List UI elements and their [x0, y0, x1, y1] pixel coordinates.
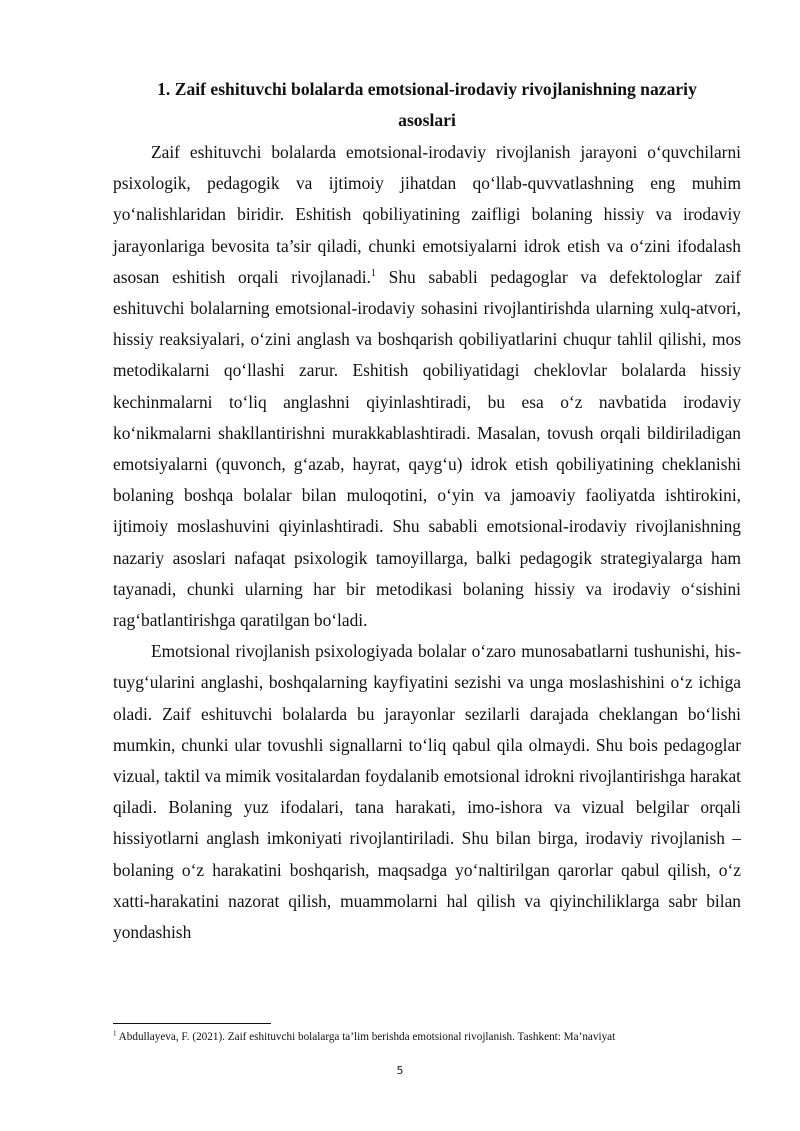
page-number: 5 [396, 1064, 404, 1077]
paragraph-1-text-b: Shu sababli pedagoglar va defektologlar zaif eshituvchi bolalarning emotsional-irodaviy sohasini rivojlantirishda ularning xulq-atvori, hissiy reaksiyalari, o‘zini anglash va boshqarish qobiliyatlarini chuqur tahlil qilishi, mos metodikalarni qo‘llashi zarur. Eshitish qobiliyatidagi cheklovlar bolalarda hissiy kechinmalarni to‘liq anglashni qiyinlashtiradi, bu esa o‘z navbatida irodaviy ko‘nikmalarni shakllantirishni murakkablashtiradi. Masalan, tovush orqali bildiriladigan emotsiyalarni (quvonch, g‘azab, hayrat, qayg‘u) idrok etish qobiliyatining cheklanishi bolaning boshqa bolalar bilan muloqotini, o‘yin va jamoaviy faoliyatda ishtirokini, ijtimoiy moslashuvini qiyinlashtiradi. Shu sababli emotsional-irodaviy rivojlanishning nazariy asoslari nafaqat psixologik tamoyillarga, balki pedagogik strategiyalarga ham tayanadi, chunki ularning har bir metodikasi bolaning hissiy va irodaviy o‘sishini rag‘batlantirishga qaratilgan bo‘ladi. [113, 266, 741, 631]
footnote-marker: 1 [113, 1029, 117, 1038]
footnote-reference[interactable]: 1 [370, 268, 376, 280]
footnote [113, 1030, 753, 1045]
footnote-separator [113, 1023, 271, 1024]
footnote-text: Abdullayeva, F. (2021). Zaif eshituvchi bolalarga ta’lim berishda emotsional rivojlanish. Tashkent: Ma’naviyat [116, 1031, 616, 1043]
paragraph-2: Emotsional rivojlanish psixologiyada bolalar o‘zaro munosabatlarni tushunishi, his-tuyg‘ularini anglashi, boshqalarning kayfiyatini sezishi va unga moslashishini o‘z ichiga oladi. Zaif eshituvchi bolalarda bu jarayonlar sezilarli darajada cheklangan bo‘lishi mumkin, chunki ular tovushli signallarni to‘liq qabul qila olmaydi. Shu bois pedagoglar vizual, taktil va mimik vositalardan foydalanib emotsional idrokni rivojlantirishga harakat qiladi. Bolaning yuz ifodalari, tana harakati, imo-ishora va vizual belgilar orqali hissiyotlarni anglash imkoniyati rivojlantiriladi. Shu bilan birga, irodaviy rivojlanish – bolaning o‘z harakatini boshqarish, maqsadga yo‘naltirilgan qarorlar qabul qilish, o‘z xatti-harakatini nazorat qilish, muammolarni hal qilish va qiyinchiliklarga sabr bilan yondashish [113, 641, 741, 943]
section-title [113, 74, 741, 136]
body-text [113, 137, 741, 948]
section-title-line-2: asoslari [398, 110, 456, 130]
section-title-line-1: 1. Zaif eshituvchi bolalarda emotsional-irodaviy rivojlanishning nazariy [157, 79, 697, 99]
paragraph-1-text-a: Zaif eshituvchi bolalarda emotsional-irodaviy rivojlanish jarayoni o‘quvchilarni psixologik, pedagogik va ijtimoiy jihatdan qo‘llab-quvvatlashning eng muhim yo‘nalishlaridan biridir. Eshitish qobiliyatining zaifligi bolaning hissiy va irodaviy jarayonlariga bevosita ta’sir qiladi, chunki emotsiyalarni idrok etish va o‘zini ifodalash asosan eshitish orqali rivojlanadi. [113, 142, 741, 287]
paragraph-1 [113, 137, 741, 636]
